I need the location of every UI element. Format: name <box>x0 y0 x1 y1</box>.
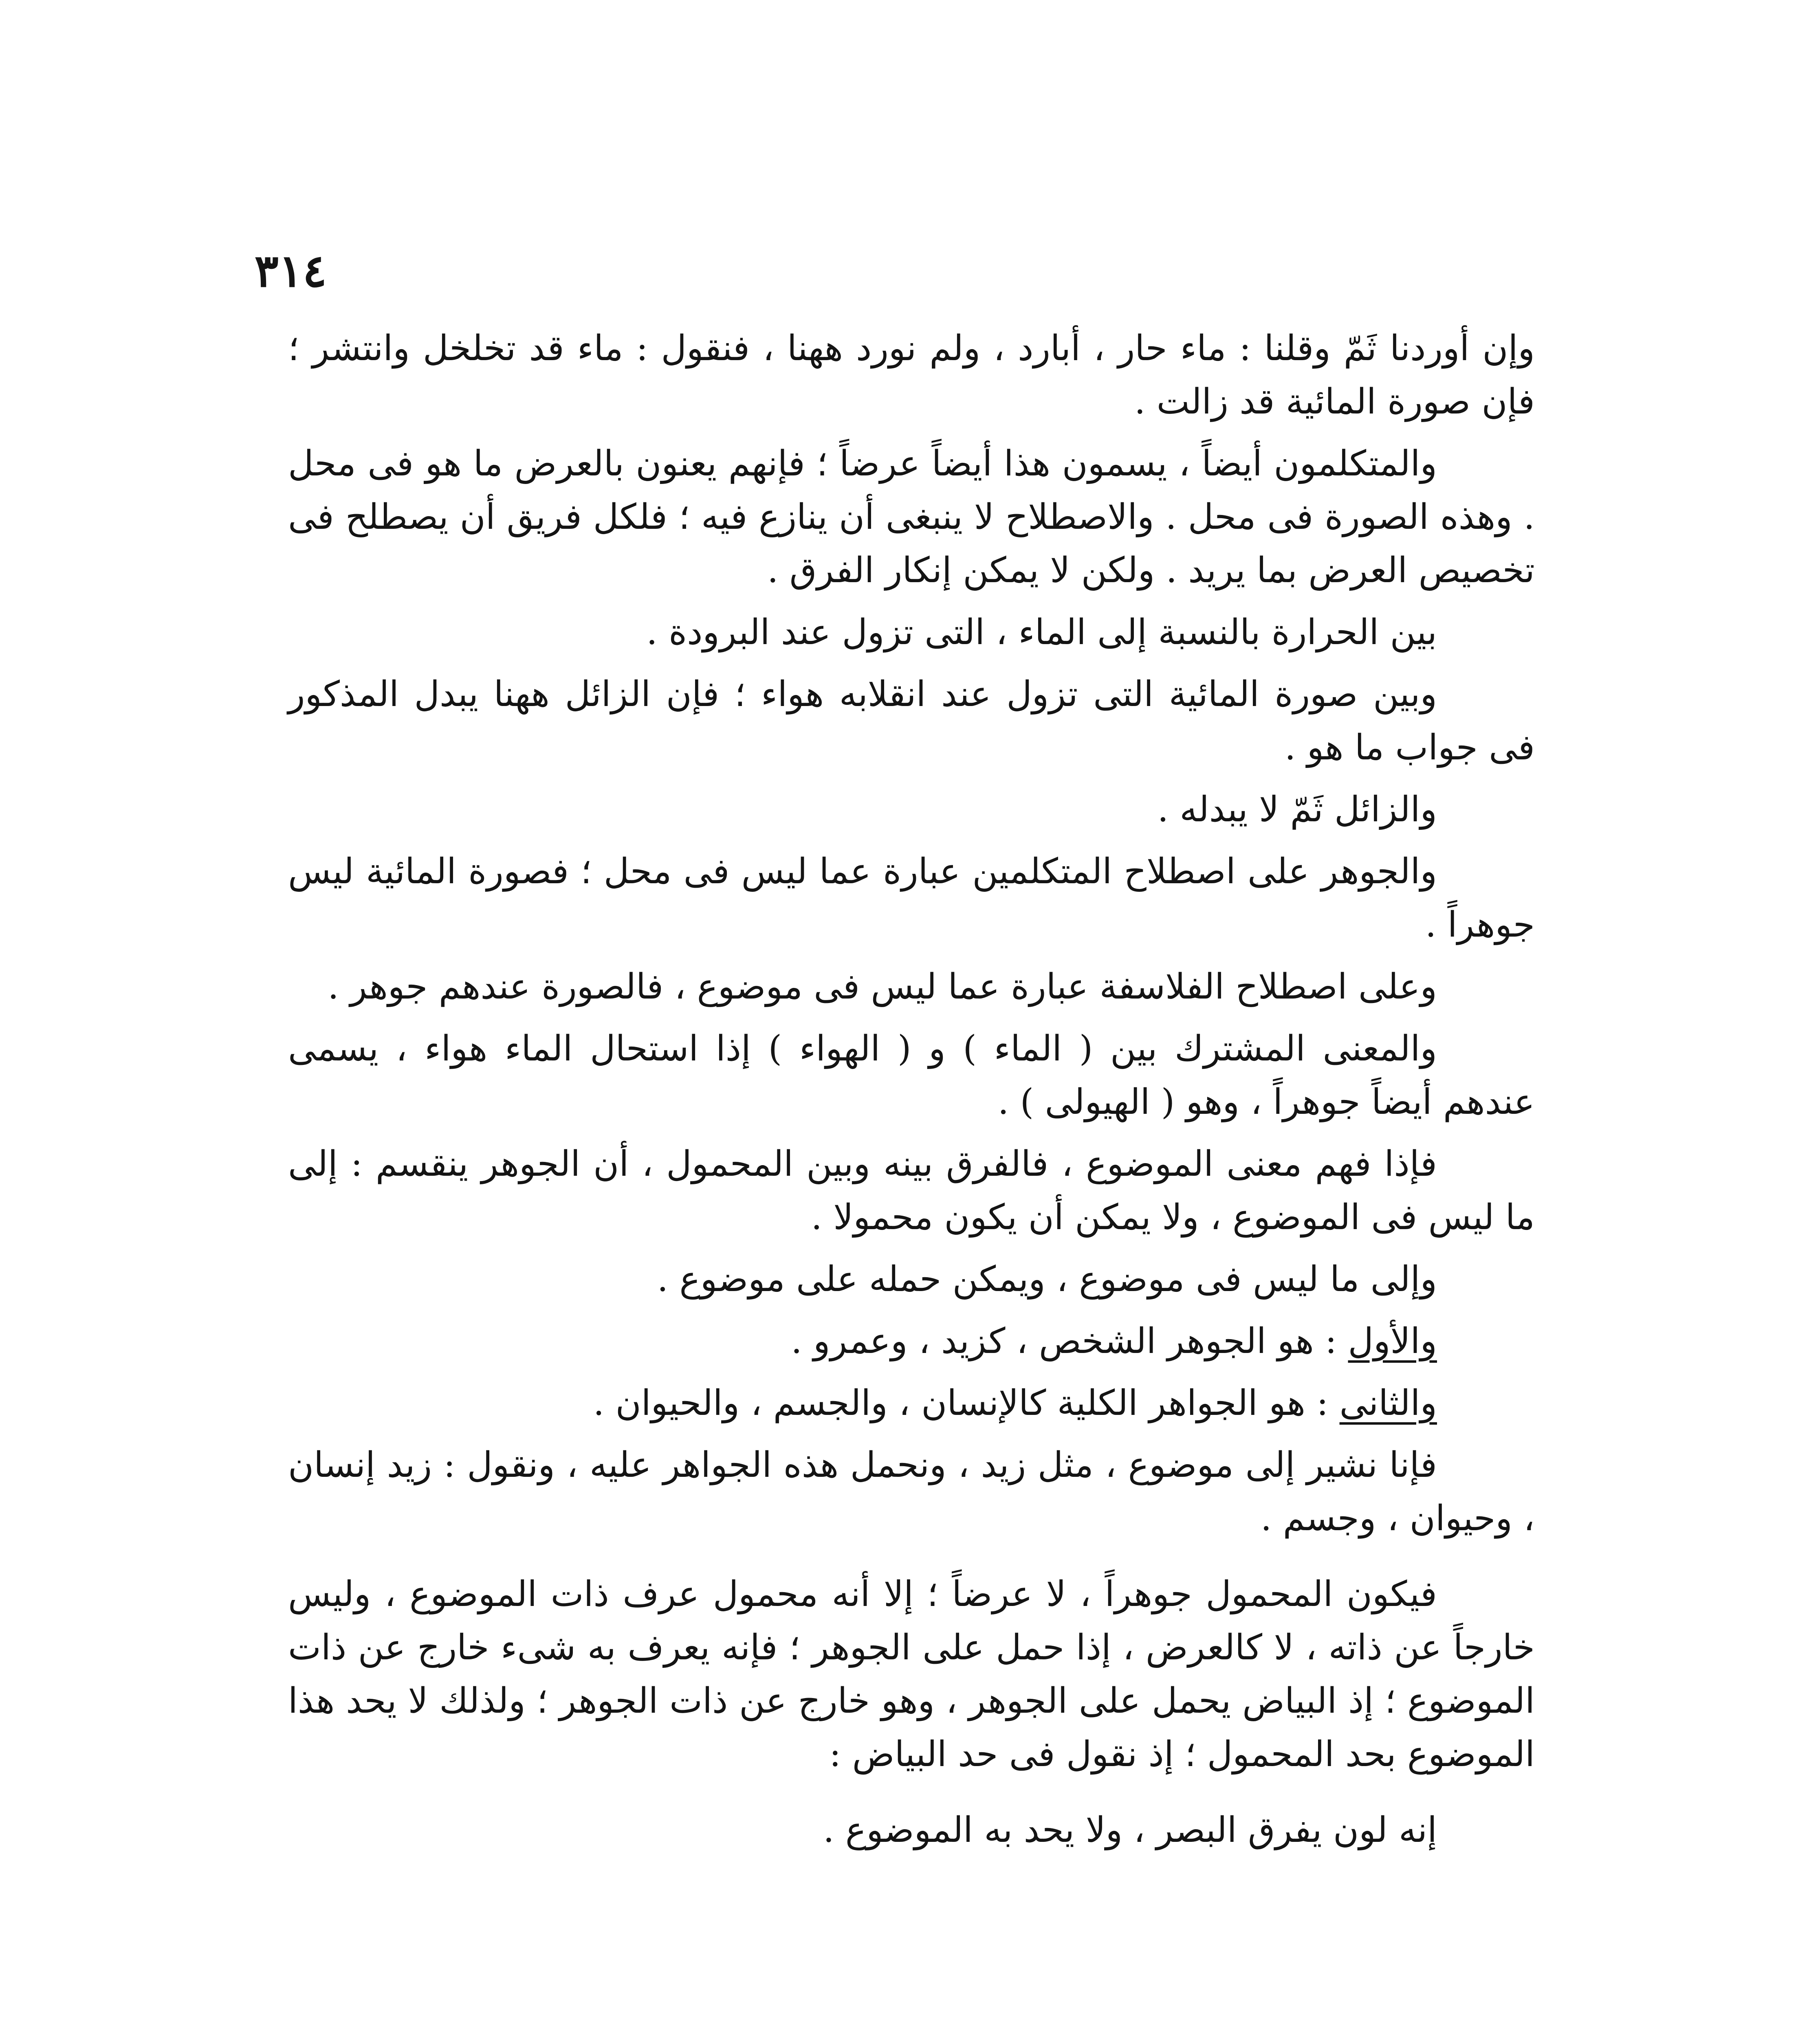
paragraph-4: وبين صورة المائية التى تزول عند انقلابه هواء ؛ فإن الزائل ههنا يبدل المذكور فى جواب ما هو . <box>288 674 1535 768</box>
page-number: ٣١٤ <box>254 244 327 297</box>
underlined-word: والثانى <box>1339 1383 1437 1423</box>
paragraph-8: والمعنى المشترك بين ( الماء ) و ( الهواء ) إذا استحال الماء هواء ، يسمى عندهم أيضاً جوهراً ، وهو ( الهيولى ) . <box>288 1028 1535 1122</box>
paragraph-12-text: : هو الجواهر الكلية كالإنسان ، والجسم ، والحيوان . <box>593 1383 1340 1423</box>
paragraph-1: وإن أوردنا ثَمّ وقلنا : ماء حار ، أبارد ، ولم نورد ههنا ، فنقول : ماء قد تخلخل وانتشر ؛ فإن صورة المائية قد زالت . <box>288 328 1535 422</box>
paragraph-14: فيكون المحمول جوهراً ، لا عرضاً ؛ إلا أنه محمول عرف ذات الموضوع ، وليس خارجاً عن ذاته ، لا كالعرض ، إذا حمل على الجوهر ؛ فإنه يعرف به شىء خارج عن ذات الموضوع ؛ إذ البياض يحمل على الجوهر ، وهو خارج عن ذات الجوهر ؛ ولذلك لا يحد هذا الموضوع بحد المحمول ؛ إذ نقول فى حد البياض : <box>288 1574 1535 1775</box>
underlined-word: والأول <box>1348 1321 1437 1362</box>
paragraph-12 <box>288 1368 1535 1430</box>
paragraph-5: والزائل ثَمّ لا يبدله . <box>1157 789 1437 830</box>
paragraph-7: وعلى اصطلاح الفلاسفة عبارة عما ليس فى موضوع ، فالصورة عندهم جوهر . <box>328 966 1437 1007</box>
paragraph-2: والمتكلمون أيضاً ، يسمون هذا أيضاً عرضاً ؛ فإنهم يعنون بالعرض ما هو فى محل . وهذه الصورة فى محل . والاصطلاح لا ينبغى أن ينازع فيه ؛ فلكل فريق أن يصطلح فى تخصيص العرض بما يريد . ولكن لا يمكن إنكار الفرق . <box>288 443 1535 591</box>
paragraph-13: فإنا نشير إلى موضوع ، مثل زيد ، ونحمل هذه الجواهر عليه ، ونقول : زيد إنسان ، وحيوان ، وجسم . <box>288 1445 1535 1539</box>
paragraph-6: والجوهر على اصطلاح المتكلمين عبارة عما ليس فى محل ؛ فصورة المائية ليس جوهراً . <box>288 851 1535 945</box>
paragraph-10: وإلى ما ليس فى موضوع ، ويمكن حمله على موضوع . <box>657 1259 1437 1300</box>
paragraph-11 <box>288 1306 1535 1368</box>
paragraph-15: إنه لون يفرق البصر ، ولا يحد به الموضوع . <box>823 1810 1437 1850</box>
paragraph-3: بين الحرارة بالنسبة إلى الماء ، التى تزول عند البرودة . <box>646 612 1437 653</box>
paragraph-11-text: : هو الجوهر الشخص ، كزيد ، وعمرو . <box>791 1321 1348 1362</box>
paragraph-9: فإذا فهم معنى الموضوع ، فالفرق بينه وبين المحمول ، أن الجوهر ينقسم : إلى ما ليس فى الموضوع ، ولا يمكن أن يكون محمولا . <box>288 1144 1535 1238</box>
text-body <box>288 322 1535 1857</box>
